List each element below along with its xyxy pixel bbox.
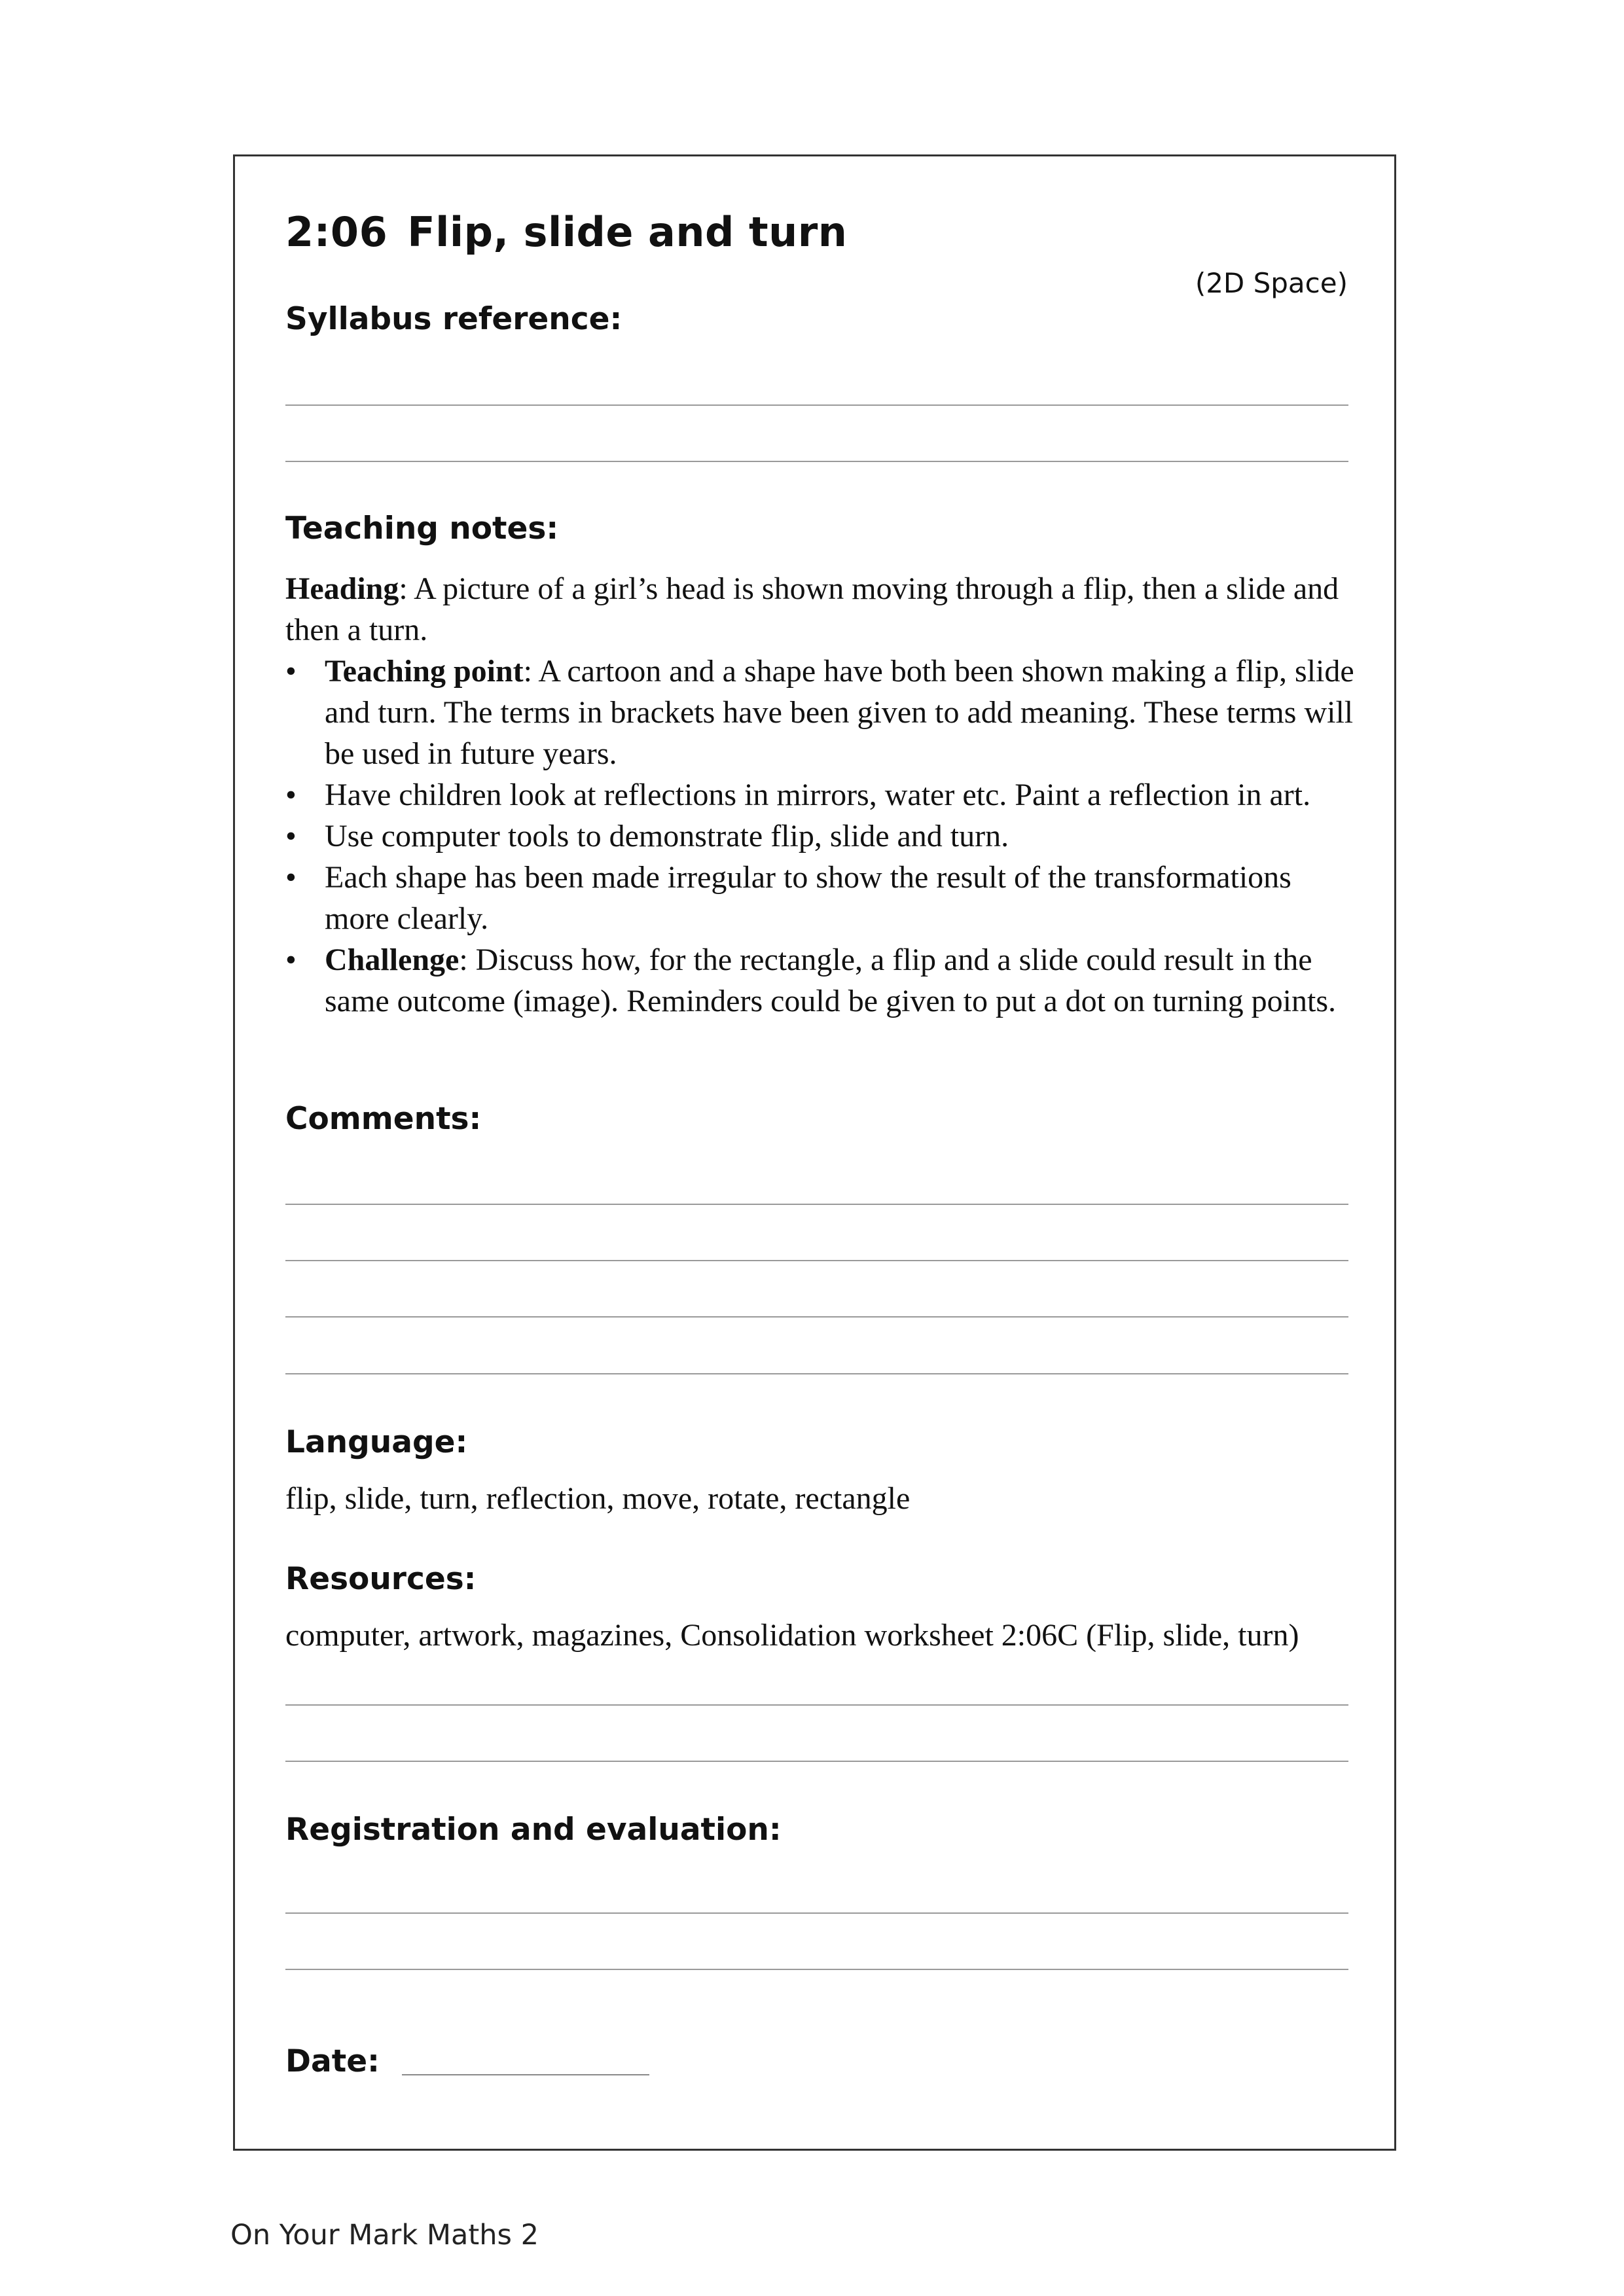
comments-write-line[interactable] — [285, 1316, 1348, 1318]
resources-write-line[interactable] — [285, 1704, 1348, 1706]
resources-heading: Resources: — [285, 1561, 477, 1597]
strand-label: (2D Space) — [1195, 267, 1348, 299]
lesson-title — [285, 208, 847, 256]
syllabus-write-line[interactable] — [285, 461, 1348, 462]
notes-intro — [285, 568, 1359, 651]
teaching-notes-body — [285, 568, 1359, 1022]
syllabus-heading: Syllabus reference: — [285, 301, 623, 337]
footer-book-title: On Your Mark Maths 2 — [230, 2219, 539, 2251]
bullet-bold: Teaching point — [325, 654, 524, 689]
date-label: Date: — [285, 2043, 380, 2079]
list-item — [285, 816, 1359, 857]
bullet-icon: • — [285, 778, 297, 812]
list-item — [285, 939, 1359, 1022]
list-item — [285, 857, 1359, 939]
registration-heading: Registration and evaluation: — [285, 1812, 782, 1848]
resources-write-line[interactable] — [285, 1761, 1348, 1762]
registration-write-line[interactable] — [285, 1969, 1348, 1970]
language-heading: Language: — [285, 1424, 468, 1460]
lesson-title-text: Flip, slide and turn — [407, 208, 848, 256]
comments-write-line[interactable] — [285, 1204, 1348, 1205]
list-item — [285, 774, 1359, 816]
syllabus-write-line[interactable] — [285, 404, 1348, 406]
notes-intro-bold: Heading — [285, 571, 399, 606]
teaching-notes-heading: Teaching notes: — [285, 511, 559, 547]
bullet-text: Use computer tools to demonstrate flip, slide and turn. — [325, 819, 1009, 853]
resources-text: computer, artwork, magazines, Consolidation worksheet 2:06C (Flip, slide, turn) — [285, 1618, 1299, 1653]
bullet-text: : A cartoon and a shape have both been shown making a flip, slide and turn. The terms in brackets have been given to add meaning. These terms will be used in future years. — [325, 654, 1354, 771]
bullet-text: Each shape has been made irregular to show the result of the transformations more clearly. — [325, 860, 1291, 936]
notes-intro-text: : A picture of a girl’s head is shown moving through a flip, then a slide and then a turn. — [285, 571, 1339, 647]
comments-heading: Comments: — [285, 1101, 482, 1137]
comments-write-line[interactable] — [285, 1260, 1348, 1261]
lesson-number: 2:06 — [285, 208, 388, 256]
bullet-text: : Discuss how, for the rectangle, a flip and a slide could result in the same outcome (image). Reminders could be given to put a dot on turning points. — [325, 942, 1337, 1018]
bullet-text: Have children look at reflections in mirrors, water etc. Paint a reflection in art. — [325, 778, 1311, 812]
bullet-icon: • — [285, 942, 297, 977]
list-item — [285, 651, 1359, 774]
comments-write-line[interactable] — [285, 1373, 1348, 1374]
registration-write-line[interactable] — [285, 1912, 1348, 1914]
bullet-icon: • — [285, 654, 297, 689]
notes-bullet-list — [285, 651, 1359, 1022]
language-text: flip, slide, turn, reflection, move, rotate, rectangle — [285, 1481, 911, 1516]
bullet-icon: • — [285, 860, 297, 895]
bullet-bold: Challenge — [325, 942, 460, 977]
date-write-line[interactable] — [402, 2074, 649, 2075]
bullet-icon: • — [285, 819, 297, 853]
page-frame — [233, 154, 1396, 2151]
